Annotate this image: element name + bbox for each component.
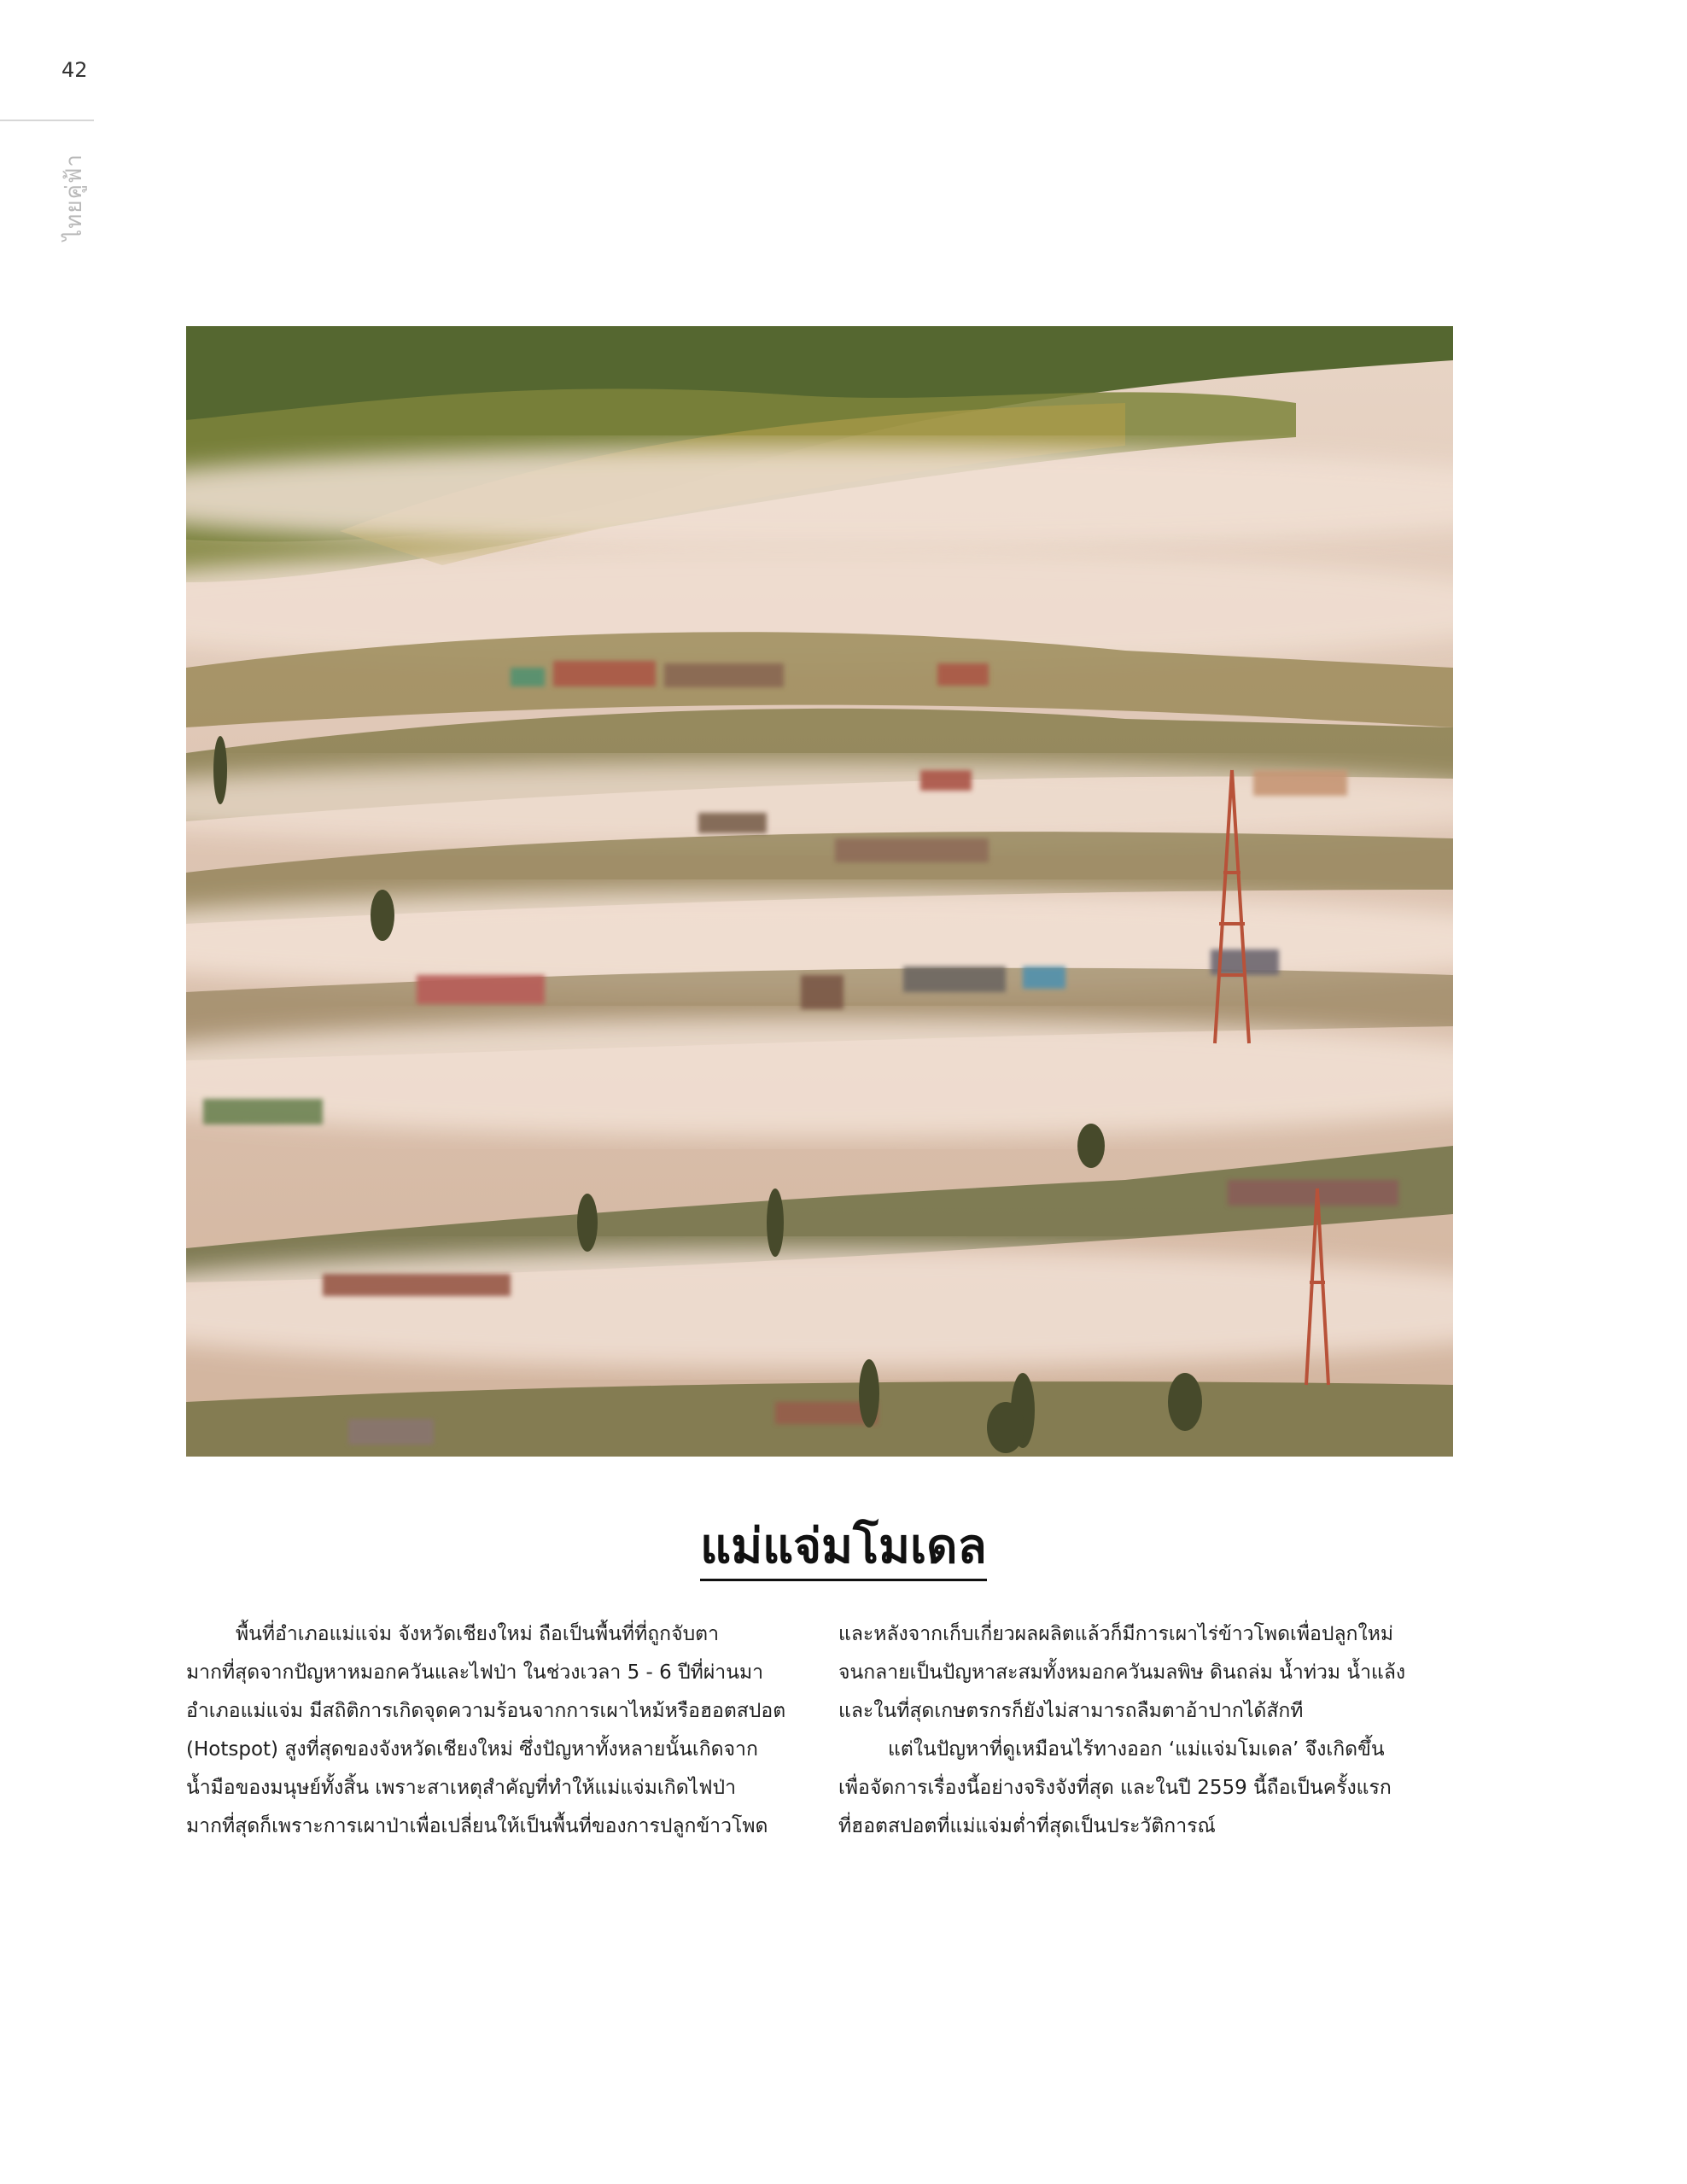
paragraph-line: แต่ในปัญหาที่ดูเหมือนไร้ทางออก ‘แม่แจ่มโมเดล’ จึงเกิดขึ้น — [888, 1738, 1385, 1761]
paragraph-line: มากที่สุดก็เพราะการเผาป่าเพื่อเปลี่ยนให้เป็นพื้นที่ของการปลูกข้าวโพด — [186, 1815, 768, 1837]
paragraph-line: น้ำมือของมนุษย์ทั้งสิ้น เพราะสาเหตุสำคัญที่ทำให้แม่แจ่มเกิดไฟป่า — [186, 1777, 737, 1799]
paragraph-line: อำเภอแม่แจ่ม มีสถิติการเกิดจุดความร้อนจากการเผาไหม้หรือฮอตสปอต — [186, 1700, 786, 1722]
paragraph-line: และในที่สุดเกษตรกรก็ยังไม่สามารถลืมตาอ้าปากได้สักที — [838, 1700, 1304, 1722]
paragraph-line: (Hotspot) สูงที่สุดของจังหวัดเชียงใหม่ ซึ่งปัญหาทั้งหลายนั้นเกิดจาก — [186, 1738, 758, 1761]
paragraph-line: พื้นที่อำเภอแม่แจ่ม จังหวัดเชียงใหม่ ถือเป็นพื้นที่ที่ถูกจับตา — [236, 1623, 720, 1645]
paragraph-line: ที่ฮอตสปอตที่แม่แจ่มต่ำที่สุดเป็นประวัติการณ์ — [838, 1815, 1216, 1837]
right-column — [838, 1615, 1460, 1846]
left-column — [186, 1615, 808, 1846]
paragraph-line: มากที่สุดจากปัญหาหมอกควันและไฟป่า ในช่วงเวลา 5 - 6 ปีที่ผ่านมา — [186, 1661, 764, 1684]
header-divider — [0, 120, 94, 121]
article-title: แม่แจ่มโมเดล — [700, 1518, 987, 1581]
paragraph-line: จนกลายเป็นปัญหาสะสมทั้งหมอกควันมลพิษ ดินถล่ม น้ำท่วม น้ำแล้ง — [838, 1661, 1406, 1684]
article-title-wrap — [0, 1518, 1687, 1581]
paragraph-line: และหลังจากเก็บเกี่ยวผลผลิตแล้วก็มีการเผาไร่ข้าวโพดเพื่อปลูกใหม่ — [838, 1623, 1394, 1645]
paragraph-line: เพื่อจัดการเรื่องนี้อย่างจริงจังที่สุด และในปี 2559 นี้ถือเป็นครั้งแรก — [838, 1777, 1392, 1799]
foggy-village-photo — [186, 326, 1453, 1457]
page-number: 42 — [61, 58, 88, 82]
magazine-name: ไทยคู่ฟ้า — [61, 154, 87, 241]
